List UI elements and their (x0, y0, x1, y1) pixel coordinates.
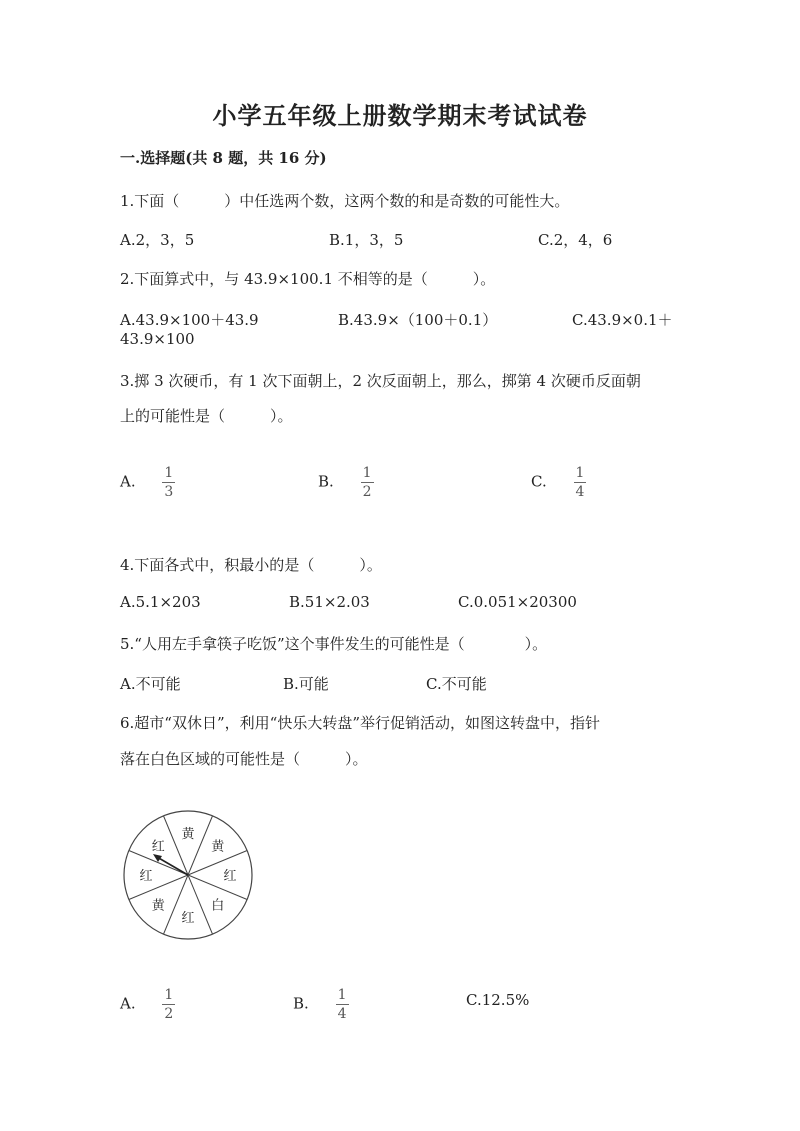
fraction-denominator: 4 (575, 484, 585, 500)
fraction (162, 988, 175, 1021)
section-heading: 一.选择题(共 8 题，共 16 分) (120, 149, 327, 167)
question-2-text: 2.下面算式中，与 43.9×100.1 不相等的是（ ）。 (120, 270, 496, 288)
question-6-option-a (120, 988, 175, 1021)
page-title: 小学五年级上册数学期末考试试卷 (212, 101, 588, 130)
question-2-option-a: A.43.9×100＋43.9 (120, 311, 259, 329)
question-3-line-1: 3.掷 3 次硬币，有 1 次下面朝上，2 次反面朝上，那么，掷第 4 次硬币反面朝 (120, 372, 641, 390)
fraction-denominator: 3 (164, 484, 174, 500)
question-4-option-b: B.51×2.03 (289, 593, 370, 611)
question-6-option-b (293, 988, 349, 1021)
question-2-option-c: C.43.9×0.1＋ (572, 311, 673, 329)
fraction (574, 466, 587, 499)
option-label: B. (293, 994, 309, 1013)
question-3-option-c (531, 466, 586, 499)
fraction-denominator: 2 (164, 1006, 174, 1022)
question-5-option-c: C.不可能 (426, 675, 487, 693)
question-4-text: 4.下面各式中，积最小的是（ ）。 (120, 556, 382, 574)
fraction-numerator: 1 (575, 465, 585, 481)
fraction (336, 988, 349, 1021)
option-label: C. (531, 472, 547, 491)
question-2-option-c-continued: 43.9×100 (120, 330, 195, 348)
question-6-line-1: 6.超市“双休日”，利用“快乐大转盘”举行促销活动，如图这转盘中，指针 (120, 714, 600, 732)
fraction-numerator: 1 (164, 465, 174, 481)
wheel-sector-label: 红 (151, 839, 165, 855)
question-3-option-a (120, 466, 175, 499)
wheel-sector-label: 白 (211, 898, 225, 914)
wheel-sector-label: 黄 (151, 898, 165, 914)
question-1-option-a: A.2，3，5 (120, 231, 195, 249)
fraction-denominator: 2 (362, 484, 372, 500)
question-3-line-2: 上的可能性是（ ）。 (120, 407, 293, 425)
wheel-sector-label: 黄 (211, 839, 225, 855)
question-6-line-2: 落在白色区域的可能性是（ ）。 (120, 750, 368, 768)
wheel-sector-label: 红 (139, 869, 153, 884)
question-2-option-b: B.43.9×（100＋0.1） (338, 311, 498, 329)
question-1-option-b: B.1，3，5 (329, 231, 404, 249)
question-4-option-a: A.5.1×203 (120, 593, 201, 611)
question-3-option-b (318, 466, 374, 499)
fraction (361, 466, 374, 499)
question-6-option-c: C.12.5% (466, 991, 530, 1009)
option-label: B. (318, 472, 334, 491)
question-4-option-c: C.0.051×20300 (458, 593, 577, 611)
wheel-sector-label: 红 (223, 869, 237, 884)
question-5-text: 5.“人用左手拿筷子吃饭”这个事件发生的可能性是（ ）。 (120, 635, 548, 653)
wheel-sector-label: 红 (181, 911, 195, 926)
question-1-text: 1.下面（ ）中任选两个数，这两个数的和是奇数的可能性大。 (120, 192, 570, 210)
option-label: A. (120, 472, 136, 491)
fraction-denominator: 4 (337, 1006, 347, 1022)
question-1-option-c: C.2，4，6 (538, 231, 613, 249)
spinner-wheel (120, 806, 260, 946)
wheel-sector-label: 黄 (181, 827, 195, 842)
fraction (162, 466, 175, 499)
question-5-option-a: A.不可能 (120, 675, 181, 693)
fraction-numerator: 1 (362, 465, 372, 481)
fraction-numerator: 1 (164, 987, 174, 1003)
question-5-option-b: B.可能 (283, 675, 329, 693)
fraction-numerator: 1 (337, 987, 347, 1003)
option-label: A. (120, 994, 136, 1013)
